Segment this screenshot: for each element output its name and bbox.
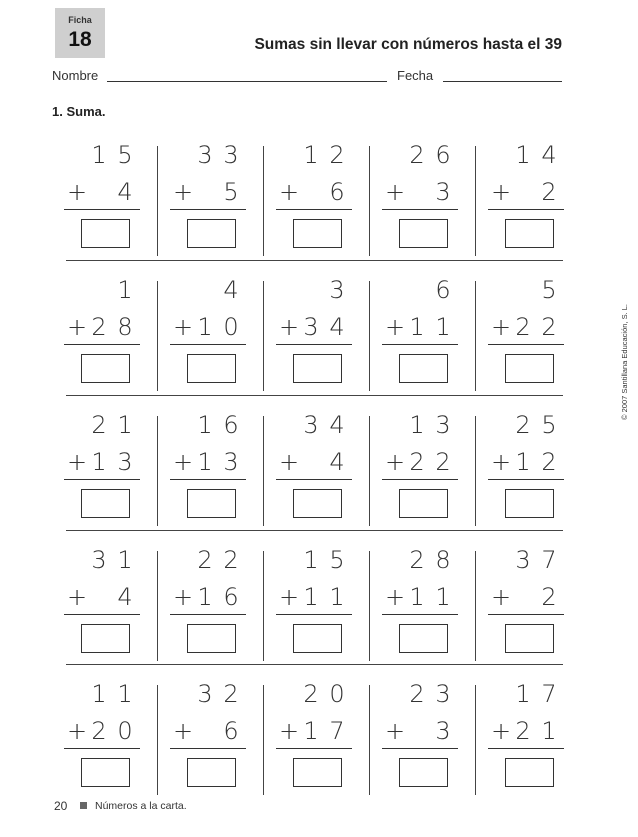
units-digit: 2 <box>541 178 557 206</box>
addend-bottom <box>488 313 564 341</box>
tens-digit: 1 <box>197 448 213 476</box>
addend-bottom <box>170 313 246 341</box>
units-digit: 3 <box>435 717 451 745</box>
plus-sign: + <box>172 583 194 611</box>
addend-top <box>382 411 458 439</box>
plus-sign: + <box>384 717 406 745</box>
units-digit: 6 <box>435 276 451 304</box>
units-digit: 4 <box>541 141 557 169</box>
column-divider <box>369 685 370 795</box>
units-digit: 1 <box>117 411 133 439</box>
units-digit: 1 <box>541 717 557 745</box>
addend-top <box>276 411 352 439</box>
sum-line <box>64 209 140 210</box>
fecha-label: Fecha <box>397 68 434 83</box>
tens-digit: 2 <box>409 546 425 574</box>
addition-exercise <box>64 680 149 792</box>
addend-bottom <box>64 448 140 476</box>
units-digit: 7 <box>541 546 557 574</box>
sum-line <box>170 748 246 749</box>
units-digit: 5 <box>117 141 133 169</box>
units-digit: 2 <box>541 448 557 476</box>
addition-exercise <box>276 141 361 253</box>
sum-line <box>170 479 246 480</box>
addition-exercise <box>170 546 255 658</box>
sum-line <box>64 344 140 345</box>
column-divider <box>157 685 158 795</box>
plus-sign: + <box>172 178 194 206</box>
units-digit: 1 <box>435 313 451 341</box>
answer-box[interactable] <box>293 624 342 653</box>
addend-top <box>170 411 246 439</box>
answer-box[interactable] <box>293 758 342 787</box>
tens-digit: 1 <box>515 680 531 708</box>
addend-bottom <box>276 583 352 611</box>
plus-sign: + <box>66 178 88 206</box>
plus-sign: + <box>384 313 406 341</box>
answer-box[interactable] <box>505 624 554 653</box>
addend-bottom <box>382 583 458 611</box>
sum-line <box>382 614 458 615</box>
sum-line <box>488 479 564 480</box>
addend-bottom <box>170 448 246 476</box>
plus-sign: + <box>66 717 88 745</box>
addition-exercise <box>276 276 361 388</box>
row-divider <box>66 530 563 531</box>
tens-digit: 1 <box>91 141 107 169</box>
tens-digit: 1 <box>91 680 107 708</box>
column-divider <box>263 551 264 661</box>
units-digit: 3 <box>223 141 239 169</box>
answer-box[interactable] <box>505 219 554 248</box>
tens-digit: 1 <box>303 717 319 745</box>
tens-digit: 1 <box>409 313 425 341</box>
tens-digit: 2 <box>409 680 425 708</box>
sum-line <box>170 344 246 345</box>
addition-exercise <box>170 680 255 792</box>
sum-line <box>64 614 140 615</box>
plus-sign: + <box>66 448 88 476</box>
addend-bottom <box>170 583 246 611</box>
answer-box[interactable] <box>399 758 448 787</box>
answer-box[interactable] <box>81 219 130 248</box>
sum-line <box>488 209 564 210</box>
answer-box[interactable] <box>187 354 236 383</box>
addend-top <box>64 411 140 439</box>
addend-top <box>488 546 564 574</box>
units-digit: 6 <box>329 178 345 206</box>
units-digit: 5 <box>541 411 557 439</box>
footer-title: Números a la carta. <box>95 800 187 812</box>
units-digit: 1 <box>117 276 133 304</box>
tens-digit: 2 <box>409 448 425 476</box>
plus-sign: + <box>384 583 406 611</box>
addend-bottom <box>170 717 246 745</box>
plus-sign: + <box>66 313 88 341</box>
sum-line <box>276 344 352 345</box>
plus-sign: + <box>66 583 88 611</box>
answer-box[interactable] <box>81 489 130 518</box>
units-digit: 8 <box>117 313 133 341</box>
addend-top <box>488 141 564 169</box>
page-number: 20 <box>54 799 68 813</box>
addition-exercise <box>382 141 467 253</box>
addend-bottom <box>64 717 140 745</box>
addend-top <box>382 546 458 574</box>
tens-digit: 1 <box>303 546 319 574</box>
addend-top <box>382 141 458 169</box>
sum-line <box>276 748 352 749</box>
column-divider <box>157 146 158 256</box>
column-divider <box>475 685 476 795</box>
tens-digit: 1 <box>91 448 107 476</box>
addend-bottom <box>382 717 458 745</box>
addend-top <box>64 141 140 169</box>
tens-digit: 1 <box>197 411 213 439</box>
tens-digit: 1 <box>515 448 531 476</box>
sum-line <box>64 479 140 480</box>
addend-bottom <box>64 178 140 206</box>
fecha-field[interactable] <box>443 81 562 82</box>
addition-exercise <box>488 276 573 388</box>
addition-exercise <box>64 141 149 253</box>
plus-sign: + <box>172 717 194 745</box>
units-digit: 8 <box>435 546 451 574</box>
addend-bottom <box>488 448 564 476</box>
sum-line <box>382 479 458 480</box>
tens-digit: 3 <box>515 546 531 574</box>
addition-exercise <box>170 276 255 388</box>
addend-top <box>170 276 246 304</box>
tens-digit: 2 <box>197 546 213 574</box>
units-digit: 3 <box>223 448 239 476</box>
answer-box[interactable] <box>399 354 448 383</box>
sum-line <box>488 748 564 749</box>
answer-box[interactable] <box>187 219 236 248</box>
addend-top <box>382 276 458 304</box>
sum-line <box>64 748 140 749</box>
row-divider <box>66 395 563 396</box>
addend-bottom <box>276 178 352 206</box>
plus-sign: + <box>490 717 512 745</box>
plus-sign: + <box>384 448 406 476</box>
addend-top <box>488 411 564 439</box>
addend-bottom <box>64 583 140 611</box>
tens-digit: 2 <box>515 717 531 745</box>
tens-digit: 2 <box>303 680 319 708</box>
column-divider <box>475 551 476 661</box>
addend-top <box>64 680 140 708</box>
units-digit: 1 <box>117 680 133 708</box>
units-digit: 1 <box>329 583 345 611</box>
tens-digit: 3 <box>303 313 319 341</box>
units-digit: 2 <box>223 546 239 574</box>
addition-exercise <box>382 546 467 658</box>
ficha-badge <box>55 8 105 58</box>
units-digit: 2 <box>541 313 557 341</box>
row-divider <box>66 260 563 261</box>
tens-digit: 3 <box>197 141 213 169</box>
addition-exercise <box>488 411 573 523</box>
addition-exercise <box>170 141 255 253</box>
tens-digit: 2 <box>515 313 531 341</box>
units-digit: 4 <box>329 411 345 439</box>
sum-line <box>276 614 352 615</box>
answer-box[interactable] <box>187 489 236 518</box>
addition-exercise <box>276 680 361 792</box>
column-divider <box>263 685 264 795</box>
addend-bottom <box>382 313 458 341</box>
addend-top <box>276 680 352 708</box>
addend-bottom <box>488 583 564 611</box>
addend-top <box>276 141 352 169</box>
plus-sign: + <box>278 448 300 476</box>
tens-digit: 3 <box>197 680 213 708</box>
tens-digit: 1 <box>303 583 319 611</box>
plus-sign: + <box>278 583 300 611</box>
addend-top <box>276 276 352 304</box>
plus-sign: + <box>278 313 300 341</box>
sum-line <box>170 614 246 615</box>
units-digit: 6 <box>223 717 239 745</box>
addend-top <box>170 546 246 574</box>
tens-digit: 2 <box>91 411 107 439</box>
addend-bottom <box>170 178 246 206</box>
sum-line <box>382 209 458 210</box>
tens-digit: 1 <box>303 141 319 169</box>
answer-box[interactable] <box>399 489 448 518</box>
addition-exercise <box>382 680 467 792</box>
plus-sign: + <box>490 313 512 341</box>
units-digit: 6 <box>435 141 451 169</box>
units-digit: 4 <box>329 313 345 341</box>
units-digit: 5 <box>541 276 557 304</box>
units-digit: 7 <box>329 717 345 745</box>
addition-exercise <box>382 411 467 523</box>
row-divider <box>66 664 563 665</box>
addition-exercise <box>488 141 573 253</box>
addend-top <box>276 546 352 574</box>
addition-exercise <box>64 546 149 658</box>
tens-digit: 3 <box>91 546 107 574</box>
answer-box[interactable] <box>81 758 130 787</box>
sum-line <box>382 344 458 345</box>
copyright-notice: © 2007 Santillana Educación, S. L. <box>620 303 629 420</box>
addend-top <box>170 680 246 708</box>
tens-digit: 2 <box>515 411 531 439</box>
units-digit: 3 <box>435 411 451 439</box>
addition-exercise <box>382 276 467 388</box>
column-divider <box>369 551 370 661</box>
ficha-label: Ficha <box>68 15 92 25</box>
units-digit: 4 <box>223 276 239 304</box>
answer-box[interactable] <box>293 354 342 383</box>
plus-sign: + <box>490 178 512 206</box>
addend-top <box>170 141 246 169</box>
addend-bottom <box>382 448 458 476</box>
answer-box[interactable] <box>399 624 448 653</box>
tens-digit: 2 <box>91 313 107 341</box>
column-divider <box>263 416 264 526</box>
column-divider <box>157 281 158 391</box>
tens-digit: 2 <box>409 141 425 169</box>
addition-exercise <box>170 411 255 523</box>
column-divider <box>157 416 158 526</box>
units-digit: 5 <box>329 546 345 574</box>
units-digit: 7 <box>541 680 557 708</box>
plus-sign: + <box>278 178 300 206</box>
answer-box[interactable] <box>81 624 130 653</box>
answer-box[interactable] <box>505 489 554 518</box>
units-digit: 6 <box>223 583 239 611</box>
addend-top <box>488 276 564 304</box>
tens-digit: 1 <box>515 141 531 169</box>
sum-line <box>488 614 564 615</box>
addend-bottom <box>276 717 352 745</box>
sum-line <box>488 344 564 345</box>
units-digit: 4 <box>117 178 133 206</box>
addition-exercise <box>64 411 149 523</box>
nombre-field[interactable] <box>107 81 387 82</box>
units-digit: 3 <box>329 276 345 304</box>
answer-box[interactable] <box>293 219 342 248</box>
units-digit: 1 <box>117 546 133 574</box>
addend-top <box>382 680 458 708</box>
column-divider <box>263 281 264 391</box>
page-title: Sumas sin llevar con números hasta el 39 <box>254 36 562 53</box>
column-divider <box>475 146 476 256</box>
answer-box[interactable] <box>187 624 236 653</box>
units-digit: 0 <box>223 313 239 341</box>
units-digit: 1 <box>435 583 451 611</box>
units-digit: 3 <box>435 680 451 708</box>
tens-digit: 2 <box>91 717 107 745</box>
units-digit: 2 <box>541 583 557 611</box>
addition-exercise <box>276 411 361 523</box>
addend-top <box>488 680 564 708</box>
addend-bottom <box>488 178 564 206</box>
addend-top <box>64 546 140 574</box>
addition-exercise <box>488 546 573 658</box>
tens-digit: 1 <box>409 583 425 611</box>
plus-sign: + <box>384 178 406 206</box>
plus-sign: + <box>172 448 194 476</box>
tens-digit: 1 <box>409 411 425 439</box>
column-divider <box>369 281 370 391</box>
addition-exercise <box>488 680 573 792</box>
answer-box[interactable] <box>81 354 130 383</box>
tens-digit: 3 <box>303 411 319 439</box>
answer-box[interactable] <box>293 489 342 518</box>
units-digit: 2 <box>329 141 345 169</box>
plus-sign: + <box>490 583 512 611</box>
addition-exercise <box>64 276 149 388</box>
plus-sign: + <box>172 313 194 341</box>
sum-line <box>276 209 352 210</box>
column-divider <box>369 146 370 256</box>
addend-bottom <box>64 313 140 341</box>
column-divider <box>369 416 370 526</box>
units-digit: 4 <box>117 583 133 611</box>
column-divider <box>157 551 158 661</box>
plus-sign: + <box>278 717 300 745</box>
plus-sign: + <box>490 448 512 476</box>
units-digit: 0 <box>329 680 345 708</box>
column-divider <box>475 281 476 391</box>
answer-box[interactable] <box>187 758 236 787</box>
units-digit: 3 <box>117 448 133 476</box>
exercise-instruction: 1. Suma. <box>52 104 106 119</box>
answer-box[interactable] <box>505 354 554 383</box>
tens-digit: 1 <box>197 313 213 341</box>
units-digit: 3 <box>435 178 451 206</box>
tens-digit: 1 <box>197 583 213 611</box>
units-digit: 5 <box>223 178 239 206</box>
nombre-label: Nombre <box>52 68 99 83</box>
answer-box[interactable] <box>399 219 448 248</box>
units-digit: 2 <box>223 680 239 708</box>
column-divider <box>263 146 264 256</box>
addend-bottom <box>276 313 352 341</box>
addend-bottom <box>488 717 564 745</box>
addend-bottom <box>382 178 458 206</box>
column-divider <box>475 416 476 526</box>
units-digit: 6 <box>223 411 239 439</box>
ficha-number: 18 <box>68 28 92 51</box>
sum-line <box>276 479 352 480</box>
addend-top <box>64 276 140 304</box>
sum-line <box>170 209 246 210</box>
units-digit: 0 <box>117 717 133 745</box>
answer-box[interactable] <box>505 758 554 787</box>
square-bullet-icon <box>80 802 87 809</box>
units-digit: 2 <box>435 448 451 476</box>
addition-exercise <box>276 546 361 658</box>
units-digit: 4 <box>329 448 345 476</box>
addend-bottom <box>276 448 352 476</box>
sum-line <box>382 748 458 749</box>
